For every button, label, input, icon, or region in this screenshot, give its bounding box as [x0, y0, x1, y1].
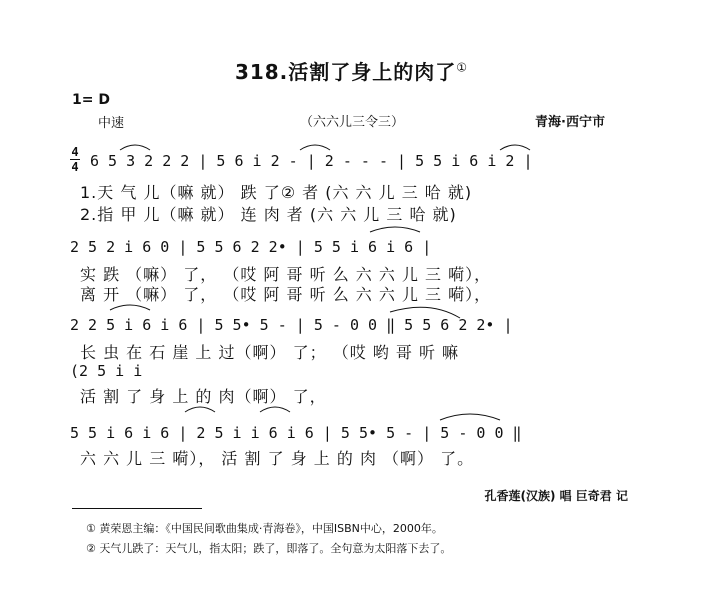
lyric-line-3: 长 虫 在 石 崖 上 过（啊） 了； （哎 哟 哥 听 嘛 — [80, 343, 460, 362]
performer-credit: 孔香莲(汉族) 唱 巨奇君 记 — [484, 489, 628, 503]
lyric-line-5: 六 六 儿 三 嗬）， 活 割 了 身 上 的 肉 （啊） 了。 — [80, 449, 475, 468]
slur-1 — [120, 145, 150, 150]
song-title: 318.活割了身上的肉了① — [234, 60, 469, 84]
title-footnote-mark: ① — [456, 60, 469, 75]
slur-8 — [260, 407, 290, 412]
key-signature: 1= D — [72, 92, 110, 108]
slur-7 — [185, 407, 215, 412]
footnote-1: ① 黄荣恩主编：《中国民间歌曲集成·青海卷》，中国ISBN中心，2000年。 — [86, 522, 443, 535]
lyric-verse2-line2: 离 开 （嘛） 了， （哎 阿 哥 听 么 六 六 儿 三 嗬）， — [80, 285, 492, 304]
tempo-marking: 中速 — [98, 116, 125, 131]
lyric-verse1-line2: 实 跌 （嘛） 了， （哎 阿 哥 听 么 六 六 儿 三 嗬）， — [80, 265, 492, 284]
slur-3 — [500, 145, 530, 150]
footnote-divider — [72, 508, 202, 509]
lyric-verse2-line1: 2.指 甲 儿（嘛 就） 连 肉 者 (六 六 儿 三 哈 就) — [80, 205, 457, 224]
lyric-line-4: 活 割 了 身 上 的 肉（啊） 了， — [80, 387, 327, 406]
footnote-2: ② 天气儿跌了：天气儿，指太阳；跌了，即落了。全句意为太阳落下去了。 — [86, 542, 452, 555]
notation-line-3: 2 2 5 i 6 i 6 | 5 5• 5 - | 5 - 0 0 ‖ 5 5 6 2 2• | — [70, 316, 513, 334]
slur-4 — [370, 227, 420, 232]
slur-2 — [300, 145, 330, 150]
lyric-verse1-line1: 1.天 气 儿（嘛 就） 跌 了② 者 (六 六 儿 三 哈 就) — [80, 183, 473, 202]
song-subtitle: （六六儿三令三） — [300, 115, 405, 130]
time-signature — [70, 146, 80, 173]
slur-5 — [110, 305, 150, 310]
meter-bottom: 4 — [71, 160, 79, 174]
notation-line-1: 6 5 3 2 2 2 | 5 6 i 2 - | 2 - - - | 5 5 i 6 i 2 | — [90, 152, 533, 170]
notation-line-2: 2 5 2 i 6 0 | 5 5 6 2 2• | 5 5 i 6 i 6 | — [70, 238, 432, 256]
notation-line-4: (2 5 i i — [70, 362, 143, 380]
slur-9 — [440, 414, 500, 420]
notation-line-5: 5 5 i 6 i 6 | 2 5 i i 6 i 6 | 5 5• 5 - | 5 - 0 0 ‖ — [70, 424, 522, 442]
meter-top: 4 — [71, 145, 79, 159]
song-region: 青海·西宁市 — [535, 115, 605, 130]
